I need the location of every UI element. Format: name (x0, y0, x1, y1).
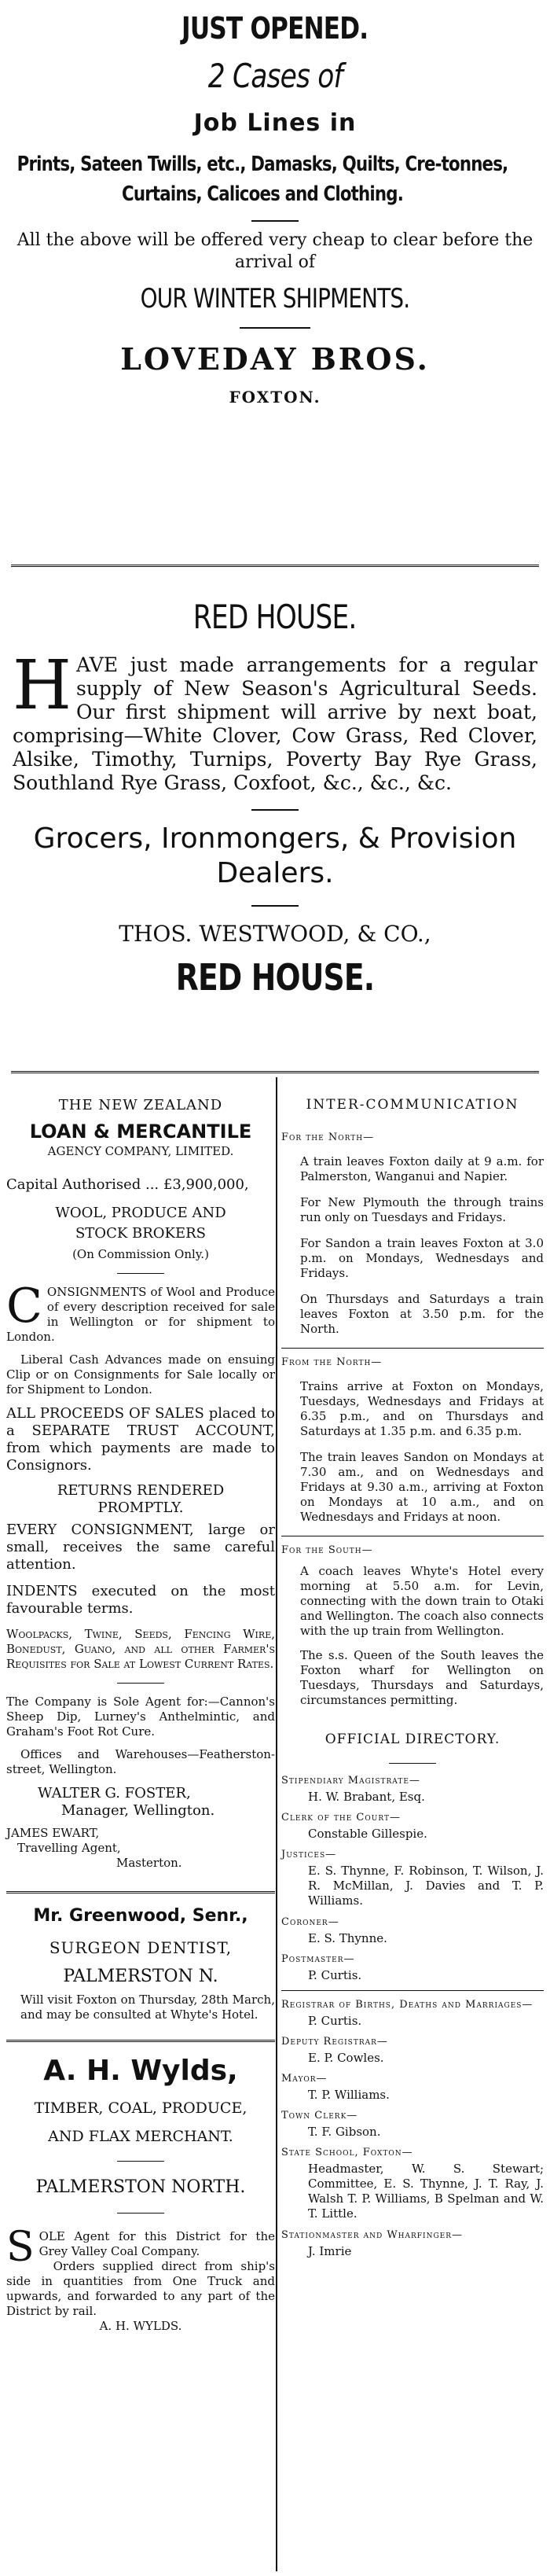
dir-role: Coroner— (281, 1916, 339, 1928)
from-north-header: From the North— (281, 1356, 383, 1368)
dir-role: Stationmaster and Wharfinger— (281, 2229, 464, 2241)
consign: ONSIGNMENTS of Wool and Produce of every description received for sale in Wellington or for shipment to London. (6, 1285, 275, 1344)
returns1: RETURNS RENDERED (57, 1482, 225, 1499)
wylds-trade1: TIMBER, COAL, PRODUCE, (34, 2099, 248, 2117)
from-north-1: The train leaves Sandon on Mondays at 7.30 am., and on Wednesdays and Fridays at 9.30 a.m., arriving at Foxton on Mondays at 10 a.m., and on Wednesdays and Fridays at noon. (300, 1450, 544, 1524)
wylds-name: A. H. Wylds, (43, 2055, 238, 2087)
loan-ad (6, 1097, 275, 1871)
arrival-line: All the above will be offered very cheap to clear before the arrival of (16, 230, 534, 272)
brokers2: STOCK BROKERS (75, 1225, 207, 1242)
wylds-body2: Orders supplied direct from ship's side in quantities from One Truck and upwards, and forwarded to any part of the District by rail. (6, 2259, 275, 2318)
dir-name: T. P. Williams. (308, 2088, 390, 2102)
divider (11, 1071, 539, 1073)
comm-title: INTER-COMMUNICATION (306, 1097, 519, 1113)
indents: INDENTS executed on the most favourable terms. (6, 1583, 275, 1617)
dir-role: Justices— (281, 1849, 337, 1860)
dir-role: State School, Foxton— (281, 2147, 413, 2158)
south-0: A coach leaves Whyte's Hotel every morning at 5.50 a.m. for Levin, connecting with the down train to Otaki and Wellington. The coach also connects with the up train from Wellington. (300, 1564, 544, 1638)
dentist-title: SURGEON DENTIST, (49, 1938, 233, 1957)
divider (117, 2161, 164, 2162)
dentist-visit: Will visit Foxton on Thursday, 28th March, and may be consulted at Whyte's Hotel. (20, 1993, 275, 2022)
manager-title: Manager, Wellington. (61, 1802, 215, 1819)
owner: THOS. WESTWOOD, & CO., (119, 921, 431, 947)
trade-line: Grocers, Ironmongers, & Provision Dealers. (33, 822, 517, 889)
firm-town: FOXTON. (229, 388, 321, 407)
agent-town: Masterton. (116, 1856, 182, 1870)
south-1: The s.s. Queen of the South leaves the Foxton wharf for Wellington on Tuesdays, Thursdays and Saturdays, circumstances permitting. (300, 1648, 544, 1707)
from-north-0: Trains arrive at Foxton on Mondays, Tuesdays, Wednesdays and Fridays at 6.35 p.m., and on Thursdays and Saturdays at 1.35 p.m. and 6.35 p.m. (300, 1379, 544, 1438)
south-header: For the South— (281, 1544, 373, 1556)
headline: JUST OPENED. (182, 11, 368, 46)
wylds-sign: A. H. WYLDS. (99, 2319, 182, 2333)
subhead: 2 Cases of (207, 57, 343, 95)
red-house-body: AVE just made arrangements for a regular supply of New Season's Agricultural Seeds. Our first shipment will arrive by next boat, comprising—White Clover, Cow Grass, Red Clover, Alsike, Timothy, Turnips, Poverty Bay Rye Grass, Southland Rye Grass, Coxfoot, &c., &c., &c. (13, 653, 537, 794)
divider (281, 1348, 544, 1349)
dir-name: T. F. Gibson. (308, 2125, 381, 2139)
agent-name: JAMES EWART, (6, 1826, 100, 1840)
left-column (6, 1097, 275, 2334)
dropcap-h: H (13, 646, 72, 725)
dir-role: Mayor— (281, 2073, 328, 2085)
divider (6, 2040, 275, 2042)
wylds-trade2: AND FLAX MERCHANT. (48, 2128, 233, 2145)
right-column (281, 1097, 544, 2258)
directory-title: OFFICIAL DIRECTORY. (324, 1731, 500, 1747)
divider (117, 2213, 164, 2214)
divider (117, 1683, 164, 1684)
dentist-ad (6, 1906, 275, 2022)
ad-red-house (0, 582, 550, 999)
dir-role: Town Clerk— (281, 2110, 358, 2122)
dir-name: H. W. Brabant, Esq. (308, 1790, 425, 1804)
agent-title: Travelling Agent, (17, 1841, 121, 1855)
dir-role: Registrar of Births, Deaths and Marriages— (281, 1999, 534, 2011)
shipments: OUR WINTER SHIPMENTS. (140, 283, 410, 315)
items: Prints, Sateen Twills, etc., Damasks, Quilts, Cre-tonnes, Curtains, Calicoes and Clothing. (16, 153, 508, 206)
capital: Capital Authorised ... £3,900,000, (6, 1176, 249, 1193)
red-house-title: RED HOUSE. (193, 598, 357, 636)
north-3: On Thursdays and Saturdays a train leaves Foxton at 3.50 p.m. for the North. (300, 1292, 544, 1336)
woolpacks: Woolpacks, Twine, Seeds, Fencing Wire, Bonedust, Guano, and all other Farmer's Requisites for Sale at Lowest Current Rates. (6, 1627, 275, 1671)
divider (11, 565, 539, 567)
loan-l1: THE NEW ZEALAND (58, 1097, 223, 1113)
loan-l2: LOAN & MERCANTILE (29, 1121, 252, 1143)
dentist-name: Mr. Greenwood, Senr., (33, 1906, 248, 1926)
every: EVERY CONSIGNMENT, large or small, receives the same careful attention. (6, 1522, 275, 1573)
wylds-town: PALMERSTON NORTH. (35, 2177, 246, 2197)
dir-role: Stipendiary Magistrate— (281, 1775, 420, 1787)
north-1: For New Plymouth the through trains run only on Tuesdays and Fridays. (300, 1195, 544, 1224)
dentist-town: PALMERSTON N. (63, 1967, 218, 1986)
dir-name: Constable Gillespie. (308, 1827, 427, 1841)
north-header: For the North— (281, 1132, 375, 1143)
divider (389, 1763, 436, 1764)
dropcap-c: C (6, 1279, 42, 1334)
brokers1: WOOL, PRODUCE AND (55, 1205, 226, 1221)
commission: (On Commission Only.) (72, 1247, 209, 1261)
directory-list (281, 1775, 544, 2258)
dropcap-s: S (6, 2224, 35, 2271)
dir-name: J. Imrie (308, 2244, 352, 2258)
dir-role: Postmaster— (281, 1953, 355, 1965)
divider (117, 1273, 164, 1274)
sole-agent: The Company is Sole Agent for:—Cannon's Sheep Dip, Lurney's Anthelmintic, and Graham's Foot Rot Cure. (6, 1695, 275, 1739)
dir-name: E. P. Cowles. (308, 2051, 384, 2065)
advances: Liberal Cash Advances made on ensuing Clip or on Consignments for Sale locally or for Shipment to London. (6, 1352, 275, 1397)
offices: Offices and Warehouses—Featherston-street, Wellington. (6, 1747, 275, 1776)
dir-name: E. S. Thynne. (308, 1931, 387, 1945)
loan-l3: AGENCY COMPANY, LIMITED. (47, 1144, 234, 1158)
north-2: For Sandon a train leaves Foxton at 3.0 p.m. on Mondays, Wednesdays and Fridays. (300, 1236, 544, 1280)
manager-name: WALTER G. FOSTER, (38, 1785, 191, 1801)
dir-name: Headmaster, W. S. Stewart; Committee, E. S. Thynne, J. T. Ray, J. Walsh T. P. Williams, B Spelman and W. T. Little. (308, 2162, 544, 2221)
ad-loveday (0, 0, 550, 407)
dir-name: P. Curtis. (308, 2014, 362, 2028)
dir-name: E. S. Thynne, F. Robinson, T. Wilson, J. R. McMillan, J. Davies and T. P. Williams. (308, 1864, 544, 1908)
red-house-title-2: RED HOUSE. (175, 956, 375, 999)
wylds-body1: OLE Agent for this District for the Grey Valley Coal Company. (38, 2229, 275, 2258)
dir-role: Clerk of the Court— (281, 1812, 401, 1823)
wylds-ad (6, 2055, 275, 2334)
proceeds: ALL PROCEEDS OF SALES placed to a SEPARATE TRUST ACCOUNT, from which payments are made to Consignors. (6, 1405, 275, 1474)
north-0: A train leaves Foxton daily at 9 a.m. for Palmerston, Wanganui and Napier. (300, 1154, 544, 1183)
dir-name: P. Curtis. (308, 1968, 362, 1982)
dir-role: Deputy Registrar— (281, 2036, 388, 2048)
column-divider (276, 1077, 277, 2571)
divider (281, 1990, 544, 1991)
divider (6, 1891, 275, 1893)
subhead2: Job Lines in (193, 109, 357, 137)
returns2: PROMPTLY. (97, 1500, 184, 1516)
firm-name: LOVEDAY BROS. (120, 341, 430, 377)
